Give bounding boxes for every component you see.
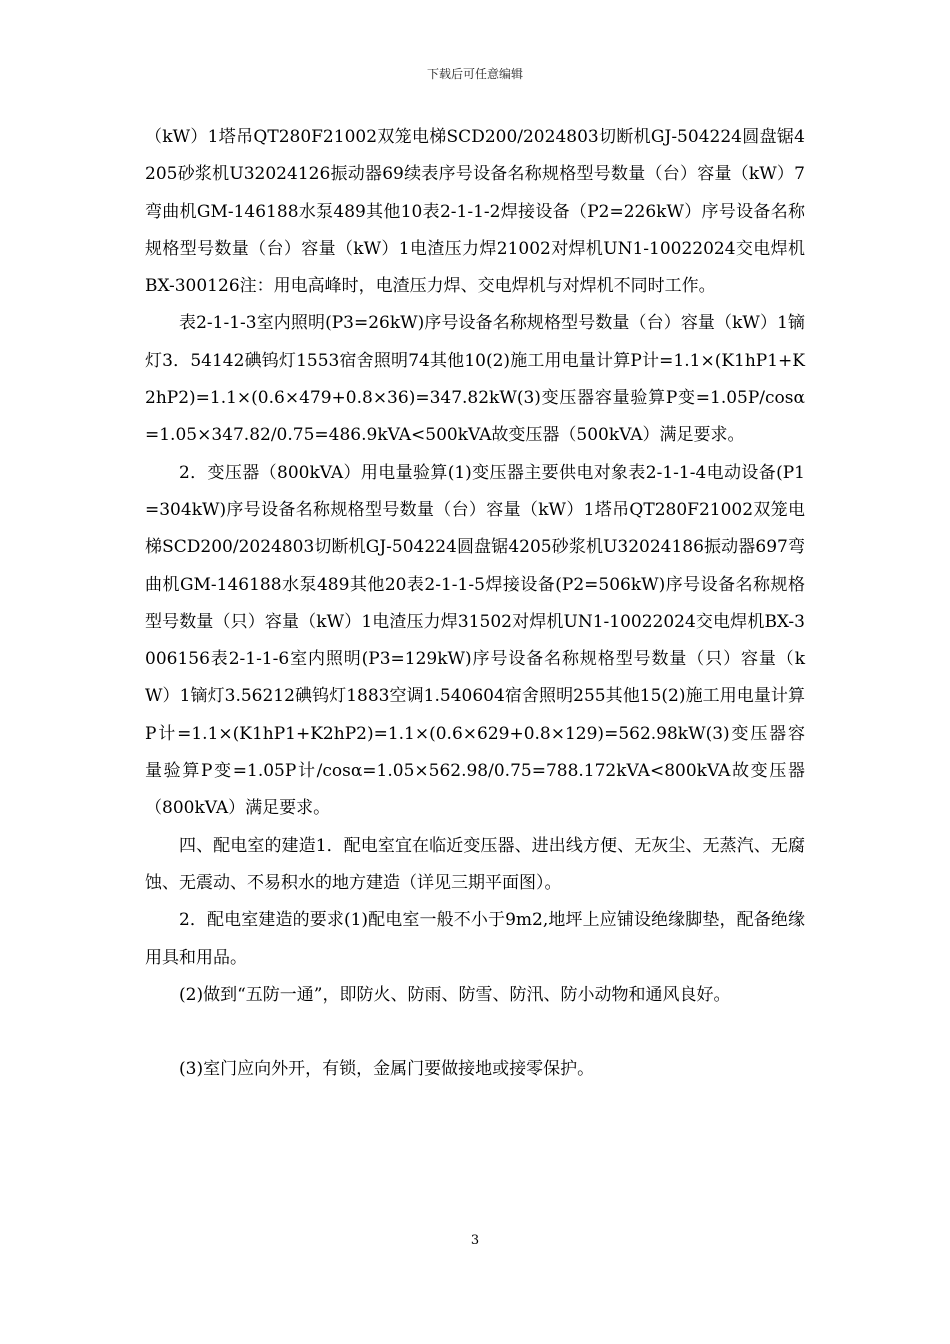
page-number: 3	[470, 1233, 480, 1248]
paragraph-room-requirements: 2．配电室建造的要求(1)配电室一般不小于9m2,地坪上应铺设绝缘脚垫，配备绝缘用具和用品。	[145, 910, 805, 968]
paragraph-five-protections: (2)做到“五防一通”，即防火、防雨、防雪、防汛、防小动物和通风良好。	[179, 984, 731, 1005]
page-header: 下载后可任意编辑	[426, 67, 523, 81]
paragraph-lighting-500kva: 表2-1-1-3室内照明(P3=26kW)序号设备名称规格型号数量（台）容量（kW）1镝灯3．54142碘钨灯1553宿舍照明74其他10(2)施工用电量计算P计=1.1×(K1hP1+K2hP2)=1.1×(0.6×479+0.8×36)=347.82kW(3)变压器容量验算P变=1.05P/cosα=1.05×347.82/0.75=486.9kVA<500kVA故变压器（500kVA）满足要求。	[145, 313, 805, 446]
paragraph-transformer-800kva: 2．变压器（800kVA）用电量验算(1)变压器主要供电对象表2-1-1-4电动设备(P1=304kW)序号设备名称规格型号数量（台）容量（kW）1塔吊QT280F21002双笼电梯SCD200/2024803切断机GJ-504224圆盘锯4205砂浆机U32024186振动器697弯曲机GM-146188水泵489其他20表2-1-1-5焊接设备(P2=506kW)序号设备名称规格型号数量（只）容量（kW）1电渣压力焊31502对焊机UN1-10022024交电焊机BX-3006156表2-1-1-6室内照明(P3=129kW)序号设备名称规格型号数量（只）容量（kW）1镝灯3.56212碘钨灯1883空调1.540604宿舍照明255其他15(2)施工用电量计算P计=1.1×(K1hP1+K2hP2)=1.1×(0.6×629+0.8×129)=562.98kW(3)变压器容量验算P变=1.05P计/cosα=1.05×562.98/0.75=788.172kVA<800kVA故变压器（800kVA）满足要求。	[145, 462, 805, 819]
document-body	[145, 119, 805, 1088]
paragraph-equipment-list: （kW）1塔吊QT280F21002双笼电梯SCD200/2024803切断机GJ-504224圆盘锯4205砂浆机U32024126振动器69续表序号设备名称规格型号数量（台）容量（kW）7弯曲机GM-146188水泵489其他10表2-1-1-2焊接设备（P2=226kW）序号设备名称规格型号数量（台）容量（kW）1电渣压力焊21002对焊机UN1-10022024交电焊机BX-300126注：用电高峰时，电渣压力焊、交电焊机与对焊机不同时工作。	[145, 127, 805, 297]
paragraph-distribution-room: 四、配电室的建造1．配电室宜在临近变压器、进出线方便、无灰尘、无蒸汽、无腐蚀、无震动、不易积水的地方建造（详见三期平面图）。	[145, 835, 805, 893]
paragraph-spacer	[145, 1014, 805, 1051]
paragraph-door-requirement: (3)室门应向外开，有锁，金属门要做接地或接零保护。	[179, 1059, 595, 1080]
